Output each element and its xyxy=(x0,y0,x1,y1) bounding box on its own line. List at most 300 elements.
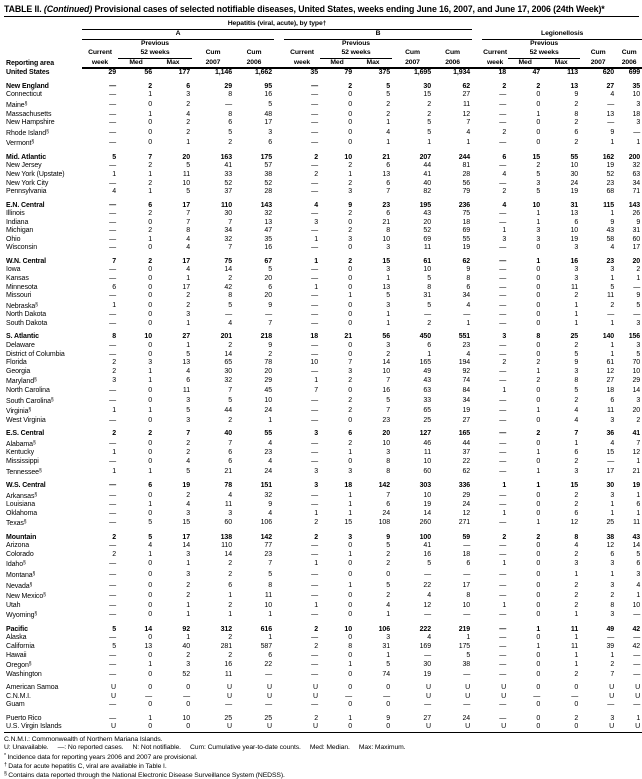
value-cell: 1 xyxy=(386,320,390,328)
value-cell: 18 xyxy=(632,110,641,118)
value-cell: 0 xyxy=(186,701,190,709)
value-cell: 4 xyxy=(386,601,390,609)
column-gap xyxy=(274,559,284,570)
value-cell: 10 xyxy=(264,396,272,404)
value-cell: 5 xyxy=(536,188,541,196)
value-cell: 1 xyxy=(148,235,152,243)
value-cell: 620 xyxy=(602,69,615,77)
value-cell: 1 xyxy=(348,501,352,509)
region-row xyxy=(4,154,642,163)
value-cell: 17 xyxy=(182,283,190,291)
value-cell: — xyxy=(499,670,507,678)
table-row xyxy=(4,387,642,396)
value-cell: 9 xyxy=(268,501,272,509)
value-cell: 0 xyxy=(536,100,541,108)
header-2007: 2007 xyxy=(192,58,234,68)
region-row xyxy=(4,68,642,78)
value-cell: 2 xyxy=(348,396,352,404)
value-cell: 13 xyxy=(264,218,272,226)
value-cell: U xyxy=(609,684,615,692)
value-cell: 18 xyxy=(462,550,471,558)
nedss-marker: § xyxy=(50,396,54,403)
value-cell: 2 xyxy=(536,162,541,170)
value-cell: 3 xyxy=(186,509,190,517)
column-gap xyxy=(472,227,482,236)
nedss-marker: § xyxy=(23,560,26,567)
value-cell: — xyxy=(145,692,152,700)
value-cell: 58 xyxy=(606,235,615,243)
value-cell: 11 xyxy=(607,407,615,415)
nedss-marker: § xyxy=(23,519,27,526)
column-gap xyxy=(274,236,284,245)
value-cell: 6 xyxy=(574,509,579,517)
value-cell: — xyxy=(225,311,232,319)
value-cell: 2 xyxy=(574,601,579,609)
value-cell: 4 xyxy=(228,491,232,499)
value-cell: 3 xyxy=(186,416,190,424)
value-cell: 17 xyxy=(462,581,471,589)
reporting-area-label: Washington xyxy=(6,670,42,678)
value-cell: 1 xyxy=(502,601,507,609)
value-cell: 2 xyxy=(348,377,352,385)
table-row xyxy=(4,180,642,189)
value-cell: 2 xyxy=(574,592,579,600)
reporting-area-label: Oregon§ xyxy=(6,661,32,670)
column-gap xyxy=(472,449,482,458)
value-cell: 5 xyxy=(466,651,471,659)
value-cell: — xyxy=(109,592,116,600)
value-cell: 2 xyxy=(610,592,615,600)
reporting-area-label: Michigan xyxy=(6,227,34,235)
reporting-area-label: Ohio xyxy=(6,235,21,243)
value-cell: 1 xyxy=(148,110,152,118)
value-cell: 450 xyxy=(419,333,431,341)
value-cell: — xyxy=(311,100,318,108)
value-cell: — xyxy=(109,292,116,300)
value-cell: — xyxy=(109,611,116,619)
value-cell: — xyxy=(633,701,641,709)
value-cell: 2 xyxy=(348,210,352,218)
value-cell: — xyxy=(109,100,116,108)
reporting-area-label: North Carolina xyxy=(6,386,50,394)
header-reporting-area: Reporting area xyxy=(6,59,55,67)
value-cell: 0 xyxy=(536,301,541,309)
table-row xyxy=(4,518,642,529)
value-cell: — xyxy=(499,501,507,509)
value-cell: 0 xyxy=(536,571,541,579)
value-cell: 2 xyxy=(502,359,507,367)
value-cell: 0 xyxy=(348,139,352,147)
value-cell: 0 xyxy=(148,301,152,309)
table-row xyxy=(4,210,642,219)
value-cell: 2 xyxy=(427,110,431,118)
header-spacer xyxy=(472,20,642,29)
value-cell: 37 xyxy=(224,188,232,196)
value-cell: — xyxy=(311,244,318,252)
value-cell: 2 xyxy=(268,350,272,358)
value-cell: 2 xyxy=(228,651,232,659)
value-cell: — xyxy=(311,581,318,589)
value-cell: 0 xyxy=(348,283,352,291)
value-cell: 1 xyxy=(148,407,152,415)
value-cell: 9 xyxy=(386,714,390,722)
value-cell: 6 xyxy=(636,560,641,568)
reporting-area-label: Pacific xyxy=(6,625,28,633)
value-cell: 3 xyxy=(636,320,641,328)
value-cell: 2 xyxy=(502,533,507,541)
header-2006: 2006 xyxy=(433,58,472,68)
value-cell: — xyxy=(499,320,507,328)
value-cell: — xyxy=(499,257,507,265)
value-cell: 11 xyxy=(182,386,190,394)
column-gap xyxy=(274,119,284,128)
value-cell: — xyxy=(109,634,116,642)
reporting-area-label: Arkansas§ xyxy=(6,491,38,500)
nedss-marker: § xyxy=(28,661,32,668)
value-cell: 3 xyxy=(148,359,152,367)
column-gap xyxy=(472,723,482,732)
value-cell: 1 xyxy=(536,110,541,118)
value-cell: 41 xyxy=(224,162,232,170)
value-cell: 20 xyxy=(632,257,641,265)
value-cell: 74 xyxy=(382,670,390,678)
value-cell: 1 xyxy=(536,625,541,633)
value-cell: 9 xyxy=(466,266,471,274)
column-gap xyxy=(472,602,482,611)
table-row xyxy=(4,396,642,407)
value-cell: 143 xyxy=(628,201,641,209)
value-cell: 5 xyxy=(427,128,431,136)
reporting-area-label: Mississippi xyxy=(6,457,39,465)
column-gap xyxy=(274,602,284,611)
value-cell: 1 xyxy=(186,634,190,642)
value-cell: 19 xyxy=(570,188,579,196)
reporting-area-label: United States xyxy=(6,68,50,76)
value-cell: 0 xyxy=(348,128,352,136)
value-cell: — xyxy=(463,542,471,550)
value-cell: 21 xyxy=(224,467,232,475)
value-cell: 3 xyxy=(636,119,641,127)
value-cell: 24 xyxy=(462,714,471,722)
value-cell: 65 xyxy=(423,407,431,415)
value-cell: — xyxy=(499,266,507,274)
value-cell: 616 xyxy=(260,625,272,633)
value-cell: 3 xyxy=(386,634,390,642)
value-cell: 10 xyxy=(144,333,152,341)
value-cell: — xyxy=(311,396,318,404)
value-cell: 2 xyxy=(348,162,352,170)
value-cell: — xyxy=(311,119,318,127)
value-cell: 7 xyxy=(636,439,641,447)
value-cell: 108 xyxy=(378,519,390,527)
value-cell: — xyxy=(499,179,507,187)
value-cell: 2 xyxy=(186,449,190,457)
value-cell: U xyxy=(616,723,642,732)
table-row xyxy=(4,138,642,149)
value-cell: 3 xyxy=(574,275,579,283)
value-cell: 0 xyxy=(148,601,152,609)
value-cell: — xyxy=(633,634,641,642)
value-cell: 2 xyxy=(186,439,190,447)
value-cell: 106 xyxy=(378,625,390,633)
value-cell: 19 xyxy=(570,235,579,243)
column-gap xyxy=(472,292,482,301)
value-cell: 3 xyxy=(574,266,579,274)
table-row xyxy=(4,591,642,602)
value-cell: 3 xyxy=(186,396,190,404)
value-cell: 30 xyxy=(423,82,431,90)
table-row xyxy=(4,342,642,351)
value-cell: 8 xyxy=(386,457,390,465)
header-cum: Cum xyxy=(246,49,262,57)
value-cell: 34 xyxy=(224,227,232,235)
value-cell: 2 xyxy=(574,100,579,108)
value-cell: 1 xyxy=(112,407,116,415)
value-cell: 0 xyxy=(536,386,541,394)
value-cell: 6 xyxy=(466,560,471,568)
value-cell: 1 xyxy=(536,519,541,527)
footnote-abbr-item: Max: Maximum. xyxy=(358,744,406,752)
value-cell: 0 xyxy=(348,311,352,319)
value-cell: 2 xyxy=(186,301,190,309)
value-cell: 3 xyxy=(536,179,541,187)
value-cell: 40 xyxy=(224,430,232,438)
value-cell: — xyxy=(109,201,116,209)
reporting-area-label: Louisiana xyxy=(6,501,36,509)
value-cell: 6 xyxy=(386,501,390,509)
table-row xyxy=(4,376,642,387)
value-cell: 201 xyxy=(220,333,232,341)
footnote-symbol: § xyxy=(4,770,7,777)
column-gap xyxy=(472,154,482,163)
table-row xyxy=(4,542,642,551)
value-cell: U xyxy=(426,692,431,700)
value-cell: 2 xyxy=(148,179,152,187)
value-cell: 47 xyxy=(532,69,541,77)
value-cell: 2 xyxy=(228,342,232,349)
value-cell: 38 xyxy=(264,170,272,178)
value-cell: 1 xyxy=(466,634,471,642)
header-current: Current xyxy=(88,49,112,57)
value-cell: 1 xyxy=(502,481,507,489)
value-cell: 5 xyxy=(268,571,272,579)
value-cell: 6 xyxy=(228,119,232,127)
value-cell: 7 xyxy=(610,670,615,678)
nedss-marker: § xyxy=(34,611,38,618)
value-cell: 10 xyxy=(423,266,431,274)
value-cell: 11 xyxy=(570,625,579,633)
value-cell: — xyxy=(109,91,116,99)
column-gap xyxy=(274,501,284,510)
value-cell: 2 xyxy=(636,416,641,424)
column-gap xyxy=(274,284,284,293)
notifiable-diseases-table xyxy=(4,20,642,733)
value-cell: 0 xyxy=(348,119,352,127)
value-cell: — xyxy=(311,227,318,235)
value-cell: — xyxy=(499,119,507,127)
value-cell: 55 xyxy=(570,153,579,161)
value-cell: 0 xyxy=(536,396,541,404)
column-gap xyxy=(274,180,284,189)
value-cell: 0 xyxy=(348,670,352,678)
value-cell: — xyxy=(311,320,318,328)
table-row xyxy=(4,439,642,450)
value-cell: 7 xyxy=(574,430,579,438)
nedss-marker: § xyxy=(34,377,37,384)
value-cell: 24 xyxy=(382,509,390,517)
value-cell: 22 xyxy=(462,457,471,465)
value-cell: 1 xyxy=(610,139,615,147)
column-gap xyxy=(472,83,482,92)
value-cell: 1 xyxy=(186,275,190,283)
value-cell: — xyxy=(499,519,507,527)
value-cell: 3 xyxy=(386,266,390,274)
value-cell: 219 xyxy=(458,625,471,633)
column-gap xyxy=(274,634,284,643)
value-cell: 0 xyxy=(154,723,192,732)
value-cell: U xyxy=(111,692,116,700)
value-cell: — xyxy=(109,501,116,509)
value-cell: 2 xyxy=(386,350,390,358)
value-cell: 0 xyxy=(348,386,352,394)
table-number: TABLE II. xyxy=(4,4,42,14)
header-max: Max xyxy=(354,58,392,68)
value-cell: — xyxy=(311,701,318,709)
reporting-area-label: W.N. Central xyxy=(6,257,47,265)
column-gap xyxy=(274,482,284,491)
value-cell: 22 xyxy=(264,661,272,669)
value-cell: 0 xyxy=(536,128,541,136)
value-cell: — xyxy=(499,611,507,619)
value-cell: 2 xyxy=(502,82,507,90)
value-cell: 29 xyxy=(264,377,272,385)
value-cell: 41 xyxy=(423,170,431,178)
value-cell: 1 xyxy=(112,467,116,475)
value-cell: 1 xyxy=(502,227,507,235)
value-cell: 1 xyxy=(386,119,390,127)
value-cell: — xyxy=(109,179,116,187)
value-cell: 10 xyxy=(570,162,579,170)
value-cell: 27 xyxy=(606,377,615,385)
value-cell: — xyxy=(499,244,507,252)
value-cell: 3 xyxy=(386,301,390,309)
value-cell: 1 xyxy=(228,611,232,619)
value-cell: 7 xyxy=(186,210,190,218)
value-cell: 2 xyxy=(186,491,190,499)
footnote-symbols xyxy=(4,753,639,779)
value-cell: 26 xyxy=(632,210,641,218)
value-cell: 40 xyxy=(423,179,431,187)
value-cell: — xyxy=(109,416,116,424)
value-cell: 2 xyxy=(228,560,232,568)
value-cell: 43 xyxy=(632,533,641,541)
column-gap xyxy=(472,342,482,351)
table-body xyxy=(4,68,642,732)
value-cell: 2 xyxy=(502,188,507,196)
value-cell: U xyxy=(234,723,274,732)
value-cell: 7 xyxy=(386,188,390,196)
value-cell: 75 xyxy=(462,210,471,218)
value-cell: 55 xyxy=(264,430,272,438)
value-cell: — xyxy=(463,611,471,619)
column-gap xyxy=(472,91,482,100)
value-cell: 2 xyxy=(148,227,152,235)
value-cell: — xyxy=(109,571,116,579)
value-cell: 14 xyxy=(224,266,232,274)
value-cell: 27 xyxy=(423,714,431,722)
value-cell: 1 xyxy=(466,139,471,147)
value-cell: — xyxy=(633,611,641,619)
value-cell: 4 xyxy=(112,188,116,196)
value-cell: 0 xyxy=(148,396,152,404)
header-med: Med xyxy=(320,58,354,68)
column-gap xyxy=(274,258,284,267)
nedss-marker: § xyxy=(35,301,38,308)
table-row xyxy=(4,292,642,301)
value-cell: 15 xyxy=(532,153,541,161)
value-cell: 6 xyxy=(502,153,507,161)
value-cell: — xyxy=(499,367,507,375)
value-cell: 1 xyxy=(348,714,352,722)
value-cell: 0 xyxy=(186,684,190,692)
reporting-area-label: Puerto Rico xyxy=(6,714,42,722)
value-cell: 2 xyxy=(536,82,541,90)
value-cell: 2 xyxy=(502,128,507,136)
value-cell: 2 xyxy=(112,533,116,541)
value-cell: 4 xyxy=(636,581,641,589)
value-cell: — xyxy=(499,651,507,659)
column-gap xyxy=(472,652,482,661)
value-cell: — xyxy=(499,439,507,447)
column-gap xyxy=(472,284,482,293)
value-cell: 0 xyxy=(148,651,152,659)
value-cell: — xyxy=(499,467,507,475)
value-cell: 1 xyxy=(186,320,190,328)
reporting-area-label: Minnesota xyxy=(6,283,38,291)
value-cell: 3 xyxy=(314,218,318,226)
value-cell: 1,934 xyxy=(453,69,471,77)
value-cell: — xyxy=(383,692,390,700)
value-cell: 0 xyxy=(536,550,541,558)
column-gap xyxy=(472,671,482,680)
column-gap xyxy=(274,643,284,652)
value-cell: 84 xyxy=(462,386,471,394)
value-cell: 34 xyxy=(462,292,471,300)
value-cell: 1 xyxy=(536,467,541,475)
value-cell: 29 xyxy=(108,69,116,77)
value-cell: 3 xyxy=(386,244,390,252)
reporting-area-label: Alaska xyxy=(6,634,27,642)
value-cell: 138 xyxy=(220,533,232,541)
value-cell: 0 xyxy=(148,670,152,678)
header-previous: Previous xyxy=(141,40,169,47)
value-cell: 4 xyxy=(314,201,318,209)
value-cell: — xyxy=(311,491,318,499)
reporting-area-label: New Mexico§ xyxy=(6,592,46,601)
column-gap xyxy=(274,219,284,228)
value-cell: 5 xyxy=(148,533,152,541)
value-cell: 1 xyxy=(148,714,152,722)
nedss-marker: § xyxy=(31,139,35,146)
value-cell: 1 xyxy=(636,139,641,147)
column-gap xyxy=(472,180,482,189)
table-row xyxy=(4,236,642,245)
column-gap xyxy=(472,542,482,551)
value-cell: 10 xyxy=(310,359,318,367)
value-cell: 0 xyxy=(354,723,392,732)
value-cell: 82 xyxy=(423,188,431,196)
table-row xyxy=(4,417,642,426)
